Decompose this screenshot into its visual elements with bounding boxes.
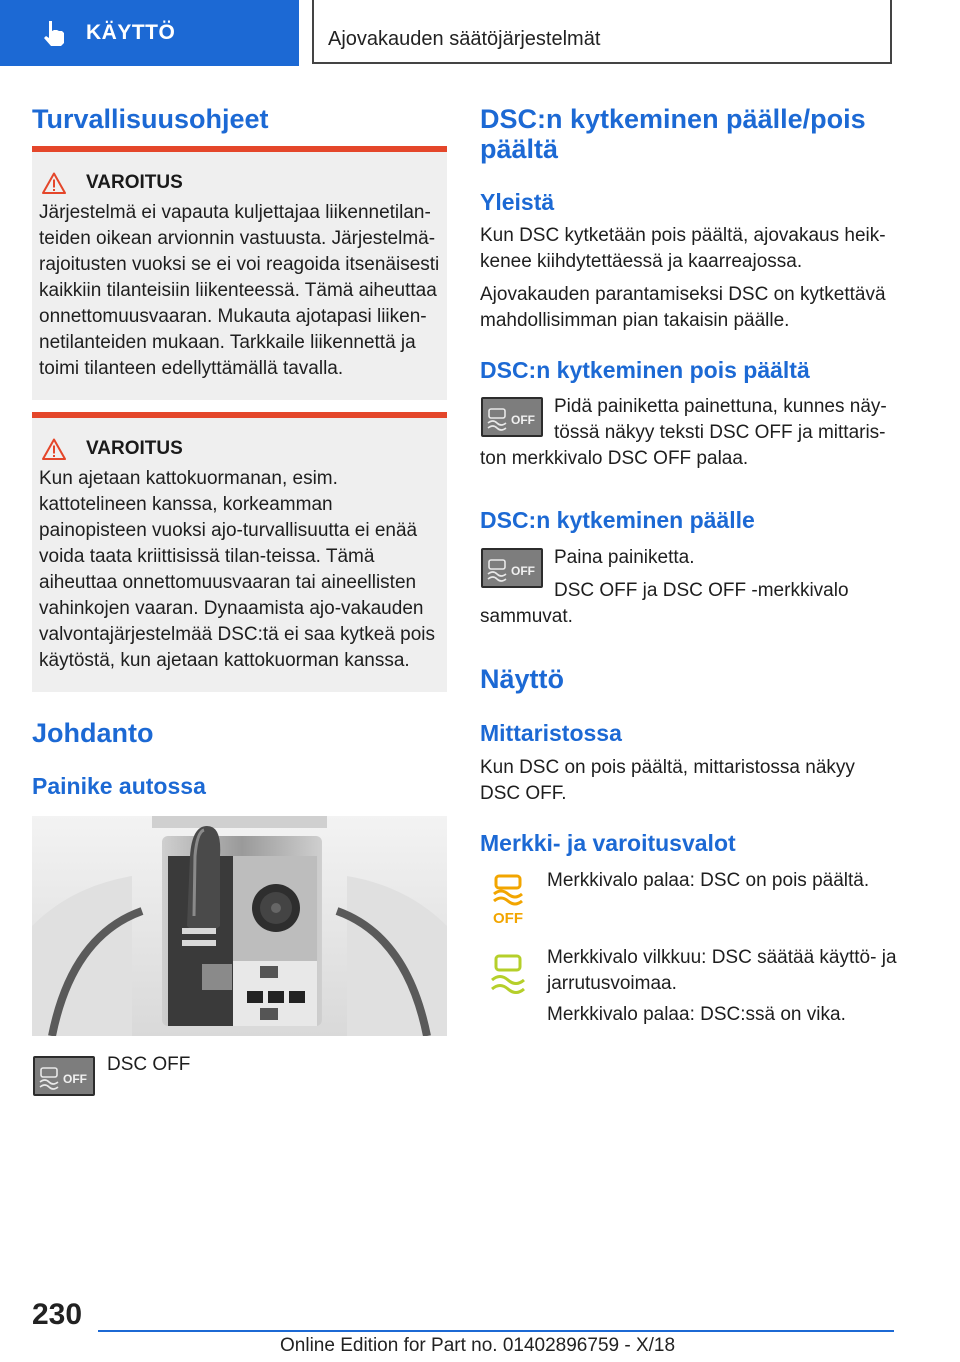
warning-box-1 <box>32 146 447 400</box>
warning-header-1 <box>42 172 183 194</box>
dsc-off-line2: tössä näkyy teksti DSC OFF ja mittaris- <box>554 422 886 443</box>
general-p1-line1: Kun DSC kytketään pois päältä, ajovakaus heik- <box>480 225 886 246</box>
dsc-on-heading: DSC:n kytkeminen päälle <box>480 507 755 533</box>
warning-label-2: VAROITUS <box>86 438 183 459</box>
warning-label-1: VAROITUS <box>86 172 183 193</box>
dsc-off-heading: DSC:n kytkeminen pois päältä <box>480 357 810 383</box>
safety-heading: Turvallisuusohjeet <box>32 104 269 134</box>
general-p2-line1: Ajovakauden parantamiseksi DSC on kytkettävä <box>480 284 886 305</box>
light2-line3: Merkkivalo palaa: DSC:ssä on vika. <box>547 1004 846 1025</box>
cluster-heading: Mittaristossa <box>480 720 622 746</box>
section-label: KÄYTTÖ <box>86 21 176 44</box>
svg-text:OFF: OFF <box>511 564 535 578</box>
general-p2-line2: mahdollisimman pian takaisin päälle. <box>480 310 790 331</box>
light1-text: Merkkivalo palaa: DSC on pois päältä. <box>547 870 870 891</box>
warning-text-1: Järjestelmä ei vapauta kuljettajaa liikennetilan-teiden oikean arvionnin vastuusta. Järjestelmä-rajoitusten vuoksi se ei voi reagoida itsenäisesti kaikkiin tilanteisiin liikenteessä. Tämä aiheuttaa onnettomuusvaaran. Mukauta ajotapasi liiken-netilanteiden mukaan. Tarkkaile liikennettä ja toimi tilanteen edellyttämällä tavalla. <box>39 202 440 379</box>
cluster-line1: Kun DSC on pois päältä, mittaristossa näkyy <box>480 757 855 778</box>
footer-edition: Online Edition for Part no. 01402896759 - X/18 <box>280 1335 676 1356</box>
dsc-off-line1: Pidä painiketta painettuna, kunnes näy- <box>554 396 887 417</box>
lights-heading: Merkki- ja varoitusvalot <box>480 830 736 856</box>
center-console-photo <box>32 816 447 1036</box>
hand-pointer-icon <box>40 19 66 47</box>
warning-triangle-icon <box>42 438 66 460</box>
dsc-off-caption: DSC OFF <box>107 1054 191 1075</box>
dsc-on-line2: DSC OFF ja DSC OFF -merkkivalo <box>554 580 849 601</box>
dsc-off-button-icon <box>481 397 543 437</box>
main-heading-line1: DSC:n kytkeminen päälle/pois <box>480 104 866 134</box>
dsc-on-line1: Paina painiketta. <box>554 547 695 568</box>
light2-line2: jarrutusvoimaa. <box>547 973 677 994</box>
warning-text-2: Kun ajetaan kattokuormanan, esim. kattotelineen kanssa, korkeamman painopisteen vuoksi ajo-turvallisuutta ei enää voida taata kriittisissä tilan-teissa. Tämä aiheuttaa onnettomuusvaaran tai aineellisten vahinkojen vaaran. Dynaamista ajo-vakauden valvontajärjestelmää DSC:tä ei saa kytkeä pois käytöstä, kun ajetaan kattokuorman kanssa. <box>39 468 436 671</box>
warning-header-2 <box>42 438 183 460</box>
warning-triangle-icon <box>42 172 66 194</box>
dsc-on-line3: sammuvat. <box>480 606 573 627</box>
chapter-header <box>312 0 892 64</box>
dsc-off-lamp-icon <box>486 870 530 926</box>
page-number: 230 <box>32 1298 83 1331</box>
warning-box-2 <box>32 412 447 692</box>
display-heading: Näyttö <box>480 664 565 694</box>
main-heading-line2: päältä <box>480 134 559 164</box>
light2-line1: Merkkivalo vilkkuu: DSC säätää käyttö- ja <box>547 947 897 968</box>
cluster-line2: DSC OFF. <box>480 783 567 804</box>
svg-text:OFF: OFF <box>63 1072 87 1086</box>
dsc-off-button-icon <box>33 1056 95 1096</box>
svg-text:OFF: OFF <box>493 910 523 926</box>
intro-heading: Johdanto <box>32 718 154 748</box>
general-heading: Yleistä <box>480 189 555 215</box>
button-in-car-heading: Painike autossa <box>32 773 206 799</box>
general-p1-line2: kenee kiihdytettäessä ja kaarreajossa. <box>480 251 803 272</box>
dsc-lamp-icon <box>486 948 530 1004</box>
dsc-off-line3: ton merkkivalo DSC OFF palaa. <box>480 448 749 469</box>
section-tab <box>0 0 299 66</box>
chapter-title: Ajovakauden säätöjärjestelmät <box>328 28 601 50</box>
dsc-off-button-icon <box>481 548 543 588</box>
svg-text:OFF: OFF <box>511 413 535 427</box>
center-console-illustration <box>32 816 447 1036</box>
footer-divider <box>98 1330 894 1332</box>
